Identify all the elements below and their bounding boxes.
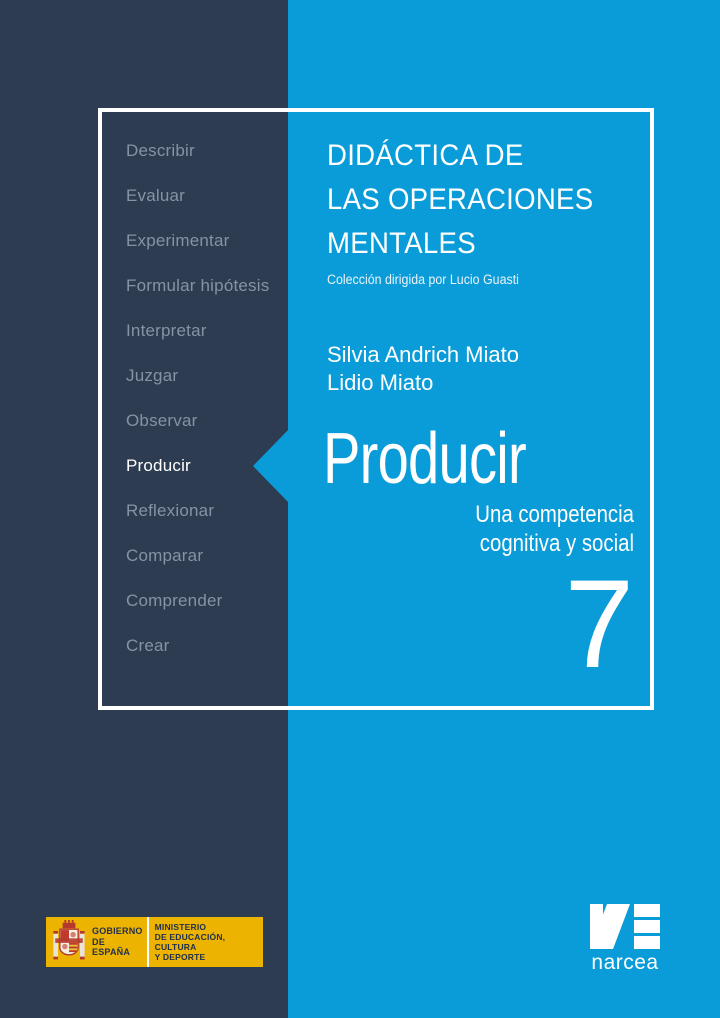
logo-divider — [147, 917, 149, 967]
government-label — [92, 926, 143, 958]
series-title-line: MENTALES — [327, 227, 476, 260]
book-title: Producir — [323, 419, 526, 499]
list-item-producir-active: Producir — [126, 455, 191, 475]
government-of-spain-logo — [46, 917, 263, 967]
government-label-line: DE ESPAÑA — [92, 936, 131, 958]
ministry-label-line: MINISTERIO — [154, 922, 207, 932]
series-title-line: LAS OPERACIONES — [327, 183, 594, 216]
series-title — [327, 134, 593, 289]
author-name: Silvia Andrich Miato — [327, 342, 519, 367]
subtitle-line: Una competencia — [475, 501, 634, 528]
list-item-juzgar: Juzgar — [126, 365, 179, 385]
list-item-formular-hipotesis: Formular hipótesis — [126, 275, 270, 295]
spain-coat-of-arms-icon — [52, 920, 86, 964]
list-item-evaluar: Evaluar — [126, 185, 186, 205]
list-item-describir: Describir — [126, 140, 195, 160]
list-item-interpretar: Interpretar — [126, 320, 207, 340]
mental-operations-list — [126, 128, 269, 668]
authors — [327, 341, 519, 396]
list-item-observar: Observar — [126, 410, 198, 430]
volume-number: 7 — [564, 555, 634, 694]
list-item-experimentar: Experimentar — [126, 230, 230, 250]
ministry-label — [155, 922, 263, 962]
ministry-label-line: Y DEPORTE — [154, 952, 206, 962]
list-item-reflexionar: Reflexionar — [126, 500, 215, 520]
collection-director-note: Colección dirigida por Lucio Guasti — [327, 272, 519, 287]
publisher-logo — [588, 904, 662, 973]
series-title-line: DIDÁCTICA DE — [327, 139, 524, 172]
ministry-label-line: DE EDUCACIÓN, CULTURA — [154, 932, 226, 952]
book-subtitle — [374, 500, 634, 558]
list-item-crear: Crear — [126, 635, 170, 655]
government-label-line: GOBIERNO — [92, 926, 143, 937]
list-item-comparar: Comparar — [126, 545, 204, 565]
author-name: Lidio Miato — [327, 369, 434, 395]
list-item-comprender: Comprender — [126, 590, 223, 610]
narcea-logo-icon — [590, 904, 660, 949]
publisher-name: narcea — [591, 951, 659, 974]
subtitle-line: cognitiva y social — [479, 530, 634, 557]
